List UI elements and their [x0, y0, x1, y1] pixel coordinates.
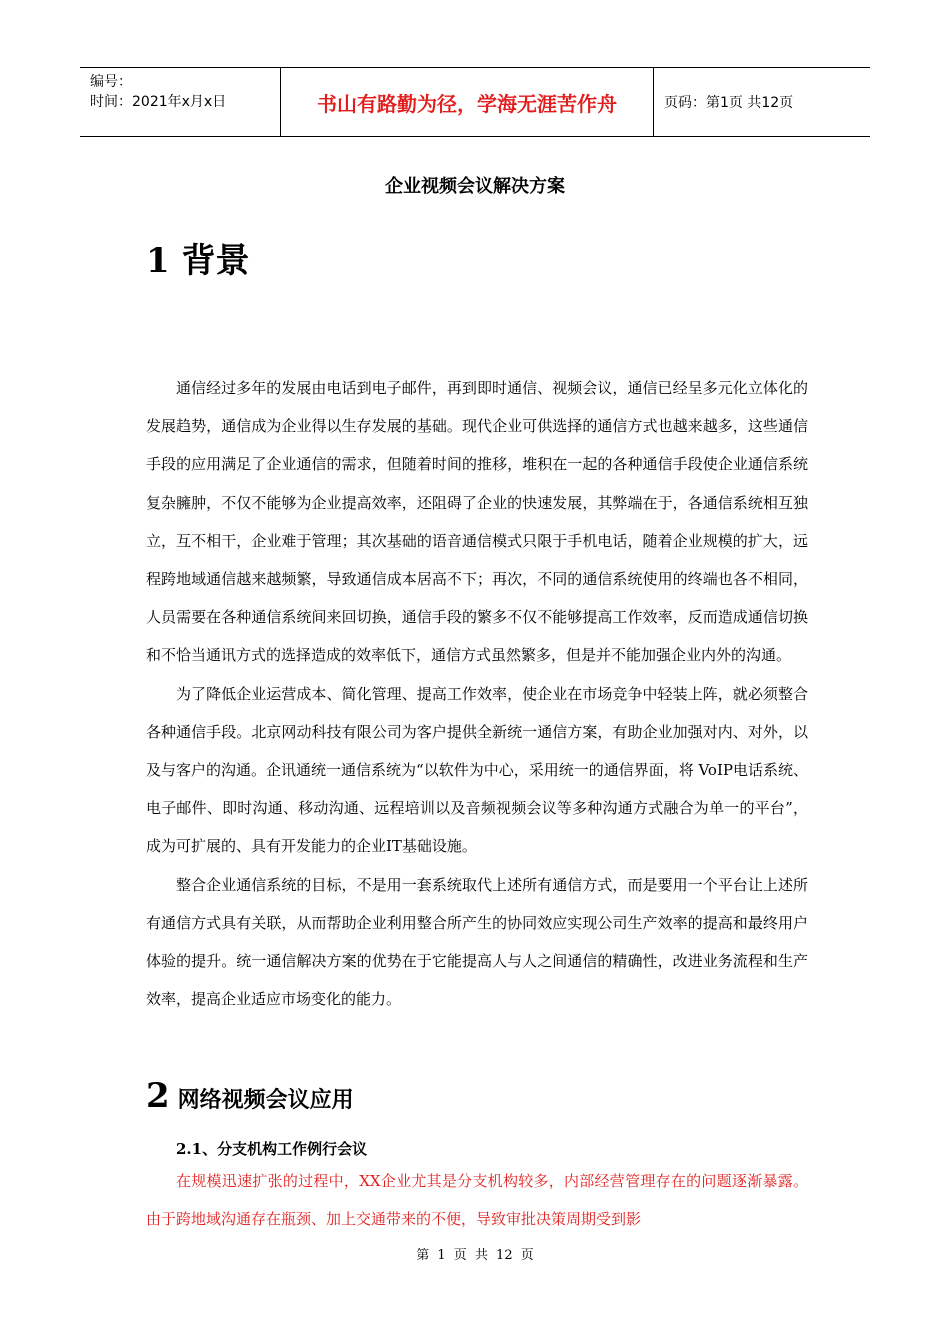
paragraph: 在规模迅速扩张的过程中，XX企业尤其是分支机构较多，内部经营管理存在的问题逐渐暴露。由于跨地域沟通存在瓶颈、加上交通带来的不便，导致审批决策周期受到影 — [146, 1172, 808, 1229]
number-label: 编号： — [90, 74, 132, 90]
header-page-info: 页码：第1页 共12页 — [664, 95, 794, 111]
header-meta — [80, 68, 280, 136]
section-1-body — [146, 369, 808, 1018]
section-2-number: 2 — [146, 1076, 170, 1116]
paragraph: 整合企业通信系统的目标，不是用一套系统取代上述所有通信方式，而是要用一个平台让上述所有通信方式具有关联，从而帮助企业利用整合所产生的协同效应实现公司生产效率的提高和最终用户体验的提升。统一通信解决方案的优势在于它能提高人与人之间通信的精确性，改进业务流程和生产效率，提高企业适应市场变化的能力。 — [146, 875, 808, 1009]
header-motto: 书山有路勤为径，学海无涯苦作舟 — [280, 68, 654, 136]
section-2-title: 网络视频会议应用 — [177, 1088, 354, 1113]
page-footer: 第 1 页 共 12 页 — [416, 1248, 534, 1263]
subsection-body — [146, 1162, 808, 1238]
page-header — [80, 67, 870, 137]
subsection-heading: 2.1、分支机构工作例行会议 — [176, 1140, 368, 1158]
paragraph: 为了降低企业运营成本、简化管理、提高工作效率，使企业在市场竞争中轻装上阵，就必须整合各种通信手段。北京网动科技有限公司为客户提供全新统一通信方案，有助企业加强对内、对外，以及与客户的沟通。企讯通统一通信系统为“以软件为中心，采用统一的通信界面，将 VoIP电话系统、电子邮件、即时沟通、移动沟通、远程培训以及音频视频会议等多种沟通方式融合为单一的平台”，成为可扩展的、具有开发能力的企业IT基础设施。 — [146, 684, 808, 856]
date-label: 时间：2021年x月x日 — [90, 94, 227, 110]
document-title: 企业视频会议解决方案 — [385, 176, 565, 197]
section-2-heading — [146, 1076, 354, 1116]
paragraph: 通信经过多年的发展由电话到电子邮件，再到即时通信、视频会议，通信已经呈多元化立体化的发展趋势，通信成为企业得以生存发展的基础。现代企业可供选择的通信方式也越来越多，这些通信手段的应用满足了企业通信的需求，但随着时间的推移，堆积在一起的各种通信手段使企业通信系统复杂臃肿，不仅不能够为企业提高效率，还阻碍了企业的快速发展，其弊端在于，各通信系统相互独立，互不相干，企业难于管理；其次基础的语音通信模式只限于手机电话，随着企业规模的扩大，远程跨地域通信越来越频繁，导致通信成本居高不下；再次，不同的通信系统使用的终端也各不相同，人员需要在各种通信系统间来回切换，通信手段的繁多不仅不能够提高工作效率，反而造成通信切换和不恰当通讯方式的选择造成的效率低下，通信方式虽然繁多，但是并不能加强企业内外的沟通。 — [146, 379, 808, 665]
section-1-heading: 1 背景 — [146, 241, 250, 281]
